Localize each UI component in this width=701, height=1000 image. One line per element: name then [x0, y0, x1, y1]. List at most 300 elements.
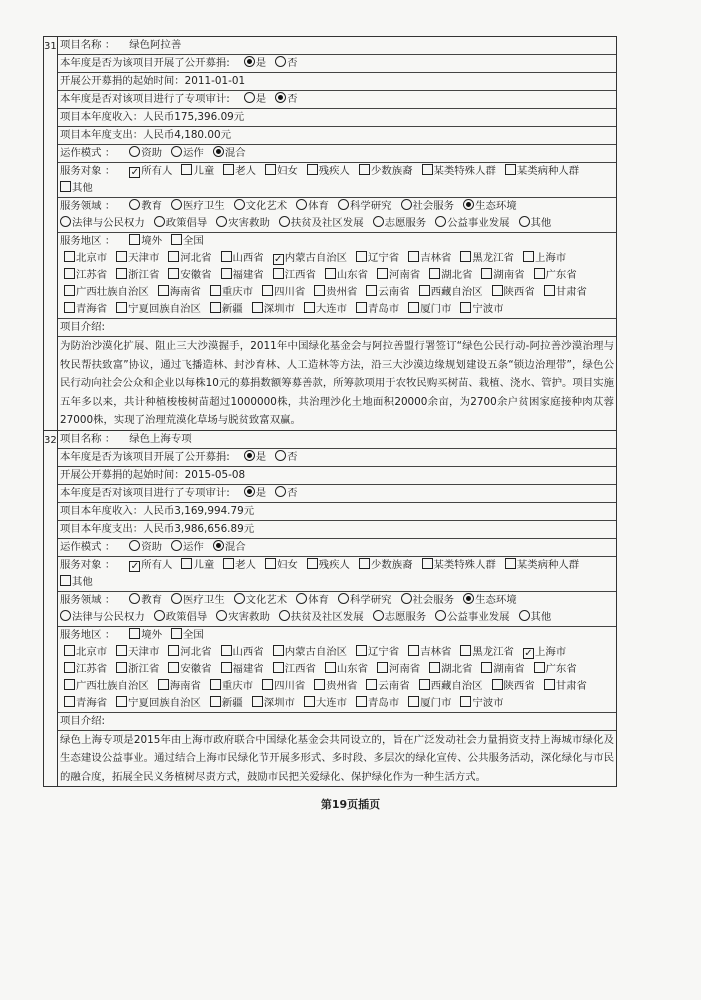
checkbox-option[interactable] — [252, 695, 295, 712]
radio-button[interactable] — [129, 199, 140, 210]
checkbox[interactable] — [307, 164, 318, 175]
checkbox-option[interactable] — [314, 678, 357, 695]
checkbox-option[interactable] — [116, 267, 159, 284]
checkbox[interactable] — [116, 302, 127, 313]
radio-option[interactable] — [275, 485, 297, 502]
radio-button[interactable] — [216, 216, 227, 227]
radio-option[interactable] — [129, 145, 162, 162]
checkbox[interactable] — [273, 645, 284, 656]
checkbox-option[interactable] — [359, 163, 413, 180]
checkbox-option[interactable] — [64, 678, 149, 695]
checkbox-option[interactable] — [429, 661, 472, 678]
checkbox-option[interactable] — [64, 661, 107, 678]
checkbox[interactable] — [359, 164, 370, 175]
checkbox[interactable] — [304, 302, 315, 313]
checkbox-option[interactable] — [356, 250, 399, 267]
option-label: 否 — [287, 486, 298, 499]
checkbox-option[interactable] — [168, 661, 211, 678]
checkbox[interactable] — [210, 302, 221, 313]
checkbox-option[interactable] — [116, 301, 201, 318]
checkbox-option[interactable] — [181, 163, 214, 180]
checkbox[interactable] — [60, 181, 71, 192]
checkbox-option[interactable] — [64, 644, 107, 661]
checkbox[interactable] — [262, 679, 273, 690]
checkbox-option[interactable] — [422, 557, 496, 574]
operation-mode-row — [58, 145, 616, 163]
checkbox-option[interactable] — [64, 284, 149, 301]
checkbox[interactable] — [366, 679, 377, 690]
checkbox[interactable] — [505, 164, 516, 175]
radio-option[interactable] — [373, 215, 427, 232]
radio-button[interactable] — [244, 56, 255, 67]
radio-button[interactable] — [234, 199, 245, 210]
operation-mode-label: 运作模式 ： — [60, 540, 116, 553]
checkbox-option[interactable] — [304, 695, 347, 712]
checkbox-option[interactable] — [377, 267, 420, 284]
checkbox[interactable] — [210, 679, 221, 690]
radio-option[interactable] — [216, 609, 270, 626]
radio-option[interactable] — [435, 609, 509, 626]
radio-option[interactable] — [60, 215, 145, 232]
radio-option[interactable] — [296, 198, 329, 215]
checkbox-option[interactable] — [158, 284, 201, 301]
radio-option[interactable] — [213, 145, 246, 162]
checkbox-option[interactable] — [116, 661, 159, 678]
checkbox-option[interactable] — [252, 301, 295, 318]
checkbox[interactable] — [116, 645, 127, 656]
checkbox[interactable] — [307, 558, 318, 569]
checkbox-option[interactable] — [262, 678, 305, 695]
checkbox[interactable] — [171, 234, 182, 245]
checkbox-option[interactable] — [429, 267, 472, 284]
checkbox-option[interactable] — [223, 163, 256, 180]
checkbox-option[interactable] — [307, 557, 350, 574]
checkbox-option[interactable] — [129, 557, 172, 574]
radio-button[interactable] — [234, 593, 245, 604]
radio-option[interactable] — [154, 215, 208, 232]
checkbox[interactable] — [325, 268, 336, 279]
checkbox-option[interactable] — [408, 695, 451, 712]
checkbox-option[interactable] — [262, 284, 305, 301]
checkbox[interactable] — [221, 662, 232, 673]
checkbox-option[interactable] — [129, 163, 172, 180]
checkbox[interactable] — [129, 234, 140, 245]
radio-option[interactable] — [519, 215, 552, 232]
radio-button[interactable] — [275, 92, 286, 103]
checkbox[interactable] — [377, 662, 388, 673]
radio-option[interactable] — [129, 198, 162, 215]
checkbox-option[interactable] — [534, 661, 577, 678]
checkbox-option[interactable] — [210, 678, 253, 695]
checkbox-option[interactable] — [221, 644, 264, 661]
intro-label: 项目介绍: — [58, 319, 616, 337]
checkbox[interactable] — [116, 268, 127, 279]
checkbox-option[interactable] — [60, 180, 93, 197]
checkbox-option[interactable] — [181, 557, 214, 574]
checkbox[interactable] — [210, 285, 221, 296]
checkbox[interactable] — [356, 302, 367, 313]
checkbox-option[interactable] — [210, 301, 243, 318]
checkbox-option[interactable] — [223, 557, 256, 574]
radio-option[interactable] — [279, 609, 364, 626]
radio-button[interactable] — [244, 486, 255, 497]
checkbox-option[interactable] — [221, 661, 264, 678]
option-label: 上海市 — [534, 252, 567, 264]
checkbox[interactable] — [116, 251, 127, 262]
radio-button[interactable] — [519, 610, 530, 621]
radio-button[interactable] — [244, 92, 255, 103]
option-label: 文化艺术 — [245, 200, 288, 212]
radio-option[interactable] — [234, 198, 288, 215]
radio-button[interactable] — [401, 199, 412, 210]
checkbox[interactable] — [408, 696, 419, 707]
option-label: 江西省 — [284, 269, 316, 281]
option-label: 重庆市 — [221, 286, 254, 298]
radio-button[interactable] — [275, 450, 286, 461]
radio-button[interactable] — [435, 216, 446, 227]
checkbox-option[interactable] — [422, 163, 496, 180]
checkbox[interactable] — [64, 251, 75, 262]
checkbox-option[interactable] — [168, 644, 211, 661]
radio-button[interactable] — [129, 593, 140, 604]
checkbox[interactable] — [265, 164, 276, 175]
radio-button[interactable] — [373, 610, 384, 621]
radio-button[interactable] — [244, 450, 255, 461]
radio-button[interactable] — [463, 199, 474, 210]
radio-button[interactable] — [296, 593, 307, 604]
checkbox[interactable] — [544, 285, 555, 296]
checkbox[interactable] — [64, 696, 75, 707]
checkbox[interactable] — [359, 558, 370, 569]
radio-option[interactable] — [435, 215, 509, 232]
checkbox-option[interactable] — [460, 695, 503, 712]
checkbox[interactable] — [262, 285, 273, 296]
radio-option[interactable] — [244, 449, 266, 466]
checkbox[interactable] — [419, 679, 430, 690]
radio-button[interactable] — [463, 593, 474, 604]
checkbox[interactable] — [422, 558, 433, 569]
checkbox-option[interactable] — [314, 284, 357, 301]
radio-option[interactable] — [154, 609, 208, 626]
checkbox[interactable]: ✓ — [130, 560, 139, 572]
start-date-row: 开展公开募捐的起始时间：2011-01-01 — [58, 73, 616, 91]
checkbox-option[interactable] — [210, 695, 243, 712]
checkbox-option[interactable] — [273, 267, 316, 284]
radio-button[interactable] — [213, 540, 224, 551]
checkbox[interactable] — [252, 696, 263, 707]
checkbox-option[interactable] — [325, 661, 368, 678]
checkbox[interactable] — [158, 285, 169, 296]
checkbox-option[interactable] — [265, 163, 298, 180]
radio-button[interactable] — [129, 146, 140, 157]
radio-button[interactable] — [171, 540, 182, 551]
checkbox-option[interactable] — [492, 284, 535, 301]
checkbox[interactable] — [460, 251, 471, 262]
radio-button[interactable] — [279, 216, 290, 227]
checkbox[interactable] — [265, 558, 276, 569]
checkbox-option[interactable] — [60, 574, 93, 591]
radio-button[interactable] — [296, 199, 307, 210]
checkbox-option[interactable] — [523, 250, 566, 267]
checkbox-option[interactable] — [534, 267, 577, 284]
option-label: 否 — [287, 57, 298, 69]
option-label: 湖北省 — [441, 269, 473, 281]
checkbox[interactable] — [460, 302, 471, 313]
checkbox-option[interactable] — [210, 284, 253, 301]
checkbox[interactable] — [481, 268, 492, 279]
checkbox[interactable] — [408, 251, 419, 262]
checkbox[interactable] — [181, 558, 192, 569]
checkbox[interactable] — [168, 662, 179, 673]
project-table — [43, 36, 617, 787]
checkbox[interactable] — [429, 662, 440, 673]
option-label: 海南省 — [169, 286, 201, 298]
checkbox[interactable] — [252, 302, 263, 313]
checkbox[interactable] — [534, 268, 545, 279]
checkbox[interactable] — [273, 662, 284, 673]
checkbox-option[interactable] — [419, 678, 483, 695]
radio-button[interactable] — [519, 216, 530, 227]
radio-option[interactable] — [129, 539, 162, 556]
radio-button[interactable] — [171, 146, 182, 157]
checkbox[interactable] — [64, 285, 75, 296]
checkbox[interactable] — [60, 575, 71, 586]
radio-option[interactable] — [234, 592, 288, 609]
checkbox-option[interactable] — [221, 267, 264, 284]
radio-button[interactable] — [275, 486, 286, 497]
radio-option[interactable] — [171, 145, 204, 162]
checkbox[interactable] — [314, 285, 325, 296]
checkbox-option[interactable] — [307, 163, 350, 180]
checkbox-option[interactable] — [505, 163, 579, 180]
checkbox[interactable] — [377, 268, 388, 279]
checkbox[interactable] — [314, 679, 325, 690]
checkbox[interactable] — [408, 645, 419, 656]
checkbox[interactable] — [171, 628, 182, 639]
checkbox[interactable] — [419, 285, 430, 296]
radio-option[interactable] — [401, 592, 455, 609]
radio-button[interactable] — [213, 146, 224, 157]
option-label: 文化艺术 — [245, 593, 288, 606]
radio-option[interactable] — [275, 91, 297, 108]
radio-button[interactable] — [401, 593, 412, 604]
radio-option[interactable] — [275, 449, 297, 466]
radio-button[interactable] — [338, 593, 349, 604]
radio-option[interactable] — [373, 609, 427, 626]
checkbox-option[interactable] — [377, 661, 420, 678]
checkbox-option[interactable] — [481, 661, 524, 678]
checkbox[interactable] — [356, 696, 367, 707]
radio-option[interactable] — [216, 215, 270, 232]
checkbox[interactable] — [168, 251, 179, 262]
radio-button[interactable] — [129, 540, 140, 551]
start-date-row: 开展公开募捐的起始时间：2015-05-08 — [58, 467, 616, 485]
checkbox-option[interactable] — [408, 250, 451, 267]
radio-option[interactable] — [296, 592, 329, 609]
radio-option[interactable] — [275, 55, 297, 72]
checkbox[interactable] — [168, 268, 179, 279]
checkbox[interactable]: ✓ — [524, 647, 533, 659]
checkbox-option[interactable] — [273, 250, 347, 267]
checkbox[interactable] — [221, 645, 232, 656]
checkbox[interactable] — [429, 268, 440, 279]
checkbox[interactable] — [64, 268, 75, 279]
radio-option[interactable] — [129, 592, 162, 609]
radio-option[interactable] — [244, 55, 266, 72]
checkbox[interactable] — [64, 662, 75, 673]
checkbox[interactable]: ✓ — [130, 167, 139, 178]
checkbox[interactable]: ✓ — [273, 254, 283, 265]
option-label: 大连市 — [315, 696, 348, 709]
radio-button[interactable] — [60, 216, 71, 227]
checkbox-option[interactable] — [116, 250, 159, 267]
checkbox-option[interactable] — [419, 284, 483, 301]
checkbox-option[interactable] — [64, 267, 107, 284]
checkbox[interactable] — [223, 164, 234, 175]
checkbox-option[interactable] — [366, 678, 409, 695]
radio-button[interactable] — [154, 610, 165, 621]
checkbox-option[interactable] — [356, 301, 399, 318]
radio-button[interactable] — [60, 610, 71, 621]
checkbox[interactable] — [492, 285, 503, 296]
checkbox[interactable] — [221, 251, 232, 262]
checkbox-option[interactable] — [492, 678, 535, 695]
checkbox[interactable] — [460, 645, 471, 656]
checkbox[interactable] — [168, 645, 179, 656]
checkbox[interactable] — [544, 679, 555, 690]
radio-button[interactable] — [171, 593, 182, 604]
checkbox[interactable] — [356, 251, 367, 262]
checkbox[interactable] — [210, 696, 221, 707]
radio-option[interactable] — [401, 198, 455, 215]
checkbox[interactable] — [158, 679, 169, 690]
checkbox-option[interactable] — [408, 644, 451, 661]
checkbox[interactable] — [325, 662, 336, 673]
checkbox[interactable] — [116, 696, 127, 707]
radio-button[interactable] — [216, 610, 227, 621]
checkbox[interactable] — [273, 268, 284, 279]
checkbox-option[interactable] — [171, 233, 204, 250]
checkbox-option[interactable] — [273, 661, 316, 678]
checkbox[interactable] — [366, 285, 377, 296]
checkbox-option[interactable] — [273, 644, 347, 661]
checkbox[interactable] — [116, 662, 127, 673]
checkbox-option[interactable] — [129, 627, 162, 644]
checkbox-option[interactable] — [221, 250, 264, 267]
option-label: 社会服务 — [412, 593, 455, 606]
checkbox-option[interactable] — [366, 284, 409, 301]
checkbox[interactable] — [181, 164, 192, 175]
radio-button[interactable] — [373, 216, 384, 227]
checkbox[interactable] — [64, 645, 75, 656]
checkbox-option[interactable] — [460, 301, 503, 318]
checkbox-option[interactable] — [116, 644, 159, 661]
radio-option[interactable] — [171, 539, 204, 556]
option-label: 资助 — [141, 147, 163, 159]
radio-button[interactable] — [171, 199, 182, 210]
option-label: 河南省 — [389, 662, 421, 675]
checkbox-option[interactable] — [356, 644, 399, 661]
checkbox-option[interactable] — [325, 267, 368, 284]
radio-button[interactable] — [338, 199, 349, 210]
radio-option[interactable] — [338, 592, 392, 609]
checkbox-option[interactable] — [304, 301, 347, 318]
radio-option[interactable] — [463, 592, 517, 609]
checkbox[interactable] — [422, 164, 433, 175]
checkbox[interactable] — [460, 696, 471, 707]
checkbox-option[interactable] — [158, 678, 201, 695]
checkbox-option[interactable] — [544, 284, 587, 301]
option-label: 厦门市 — [420, 303, 452, 315]
checkbox-option[interactable] — [116, 695, 201, 712]
intro-label: 项目介绍: — [58, 713, 616, 731]
radio-option[interactable] — [171, 198, 225, 215]
checkbox[interactable] — [523, 251, 534, 262]
checkbox-option[interactable] — [356, 695, 399, 712]
checkbox-option[interactable] — [460, 644, 514, 661]
checkbox[interactable] — [534, 662, 545, 673]
option-label: 福建省 — [232, 662, 264, 675]
checkbox[interactable] — [223, 558, 234, 569]
radio-option[interactable] — [519, 609, 552, 626]
radio-button[interactable] — [279, 610, 290, 621]
project-number: 31 — [44, 37, 58, 430]
checkbox[interactable] — [64, 302, 75, 313]
option-label: 妇女 — [277, 165, 298, 177]
option-label: 广西壮族自治区 — [76, 679, 149, 692]
checkbox-option[interactable] — [505, 557, 579, 574]
checkbox-option[interactable] — [64, 250, 107, 267]
radio-option[interactable] — [213, 539, 246, 556]
option-label: 青海省 — [76, 303, 108, 315]
checkbox[interactable] — [408, 302, 419, 313]
checkbox[interactable] — [129, 628, 140, 639]
radio-option[interactable] — [338, 198, 392, 215]
radio-option[interactable] — [60, 609, 145, 626]
checkbox-option[interactable] — [129, 233, 162, 250]
radio-option[interactable] — [244, 91, 266, 108]
checkbox-option[interactable] — [171, 627, 204, 644]
checkbox-option[interactable] — [64, 301, 107, 318]
checkbox-option[interactable] — [168, 267, 211, 284]
radio-button[interactable] — [154, 216, 165, 227]
checkbox-option[interactable] — [523, 644, 566, 661]
checkbox[interactable] — [304, 696, 315, 707]
checkbox[interactable] — [221, 268, 232, 279]
checkbox-option[interactable] — [64, 695, 107, 712]
checkbox[interactable] — [481, 662, 492, 673]
radio-button[interactable] — [435, 610, 446, 621]
checkbox-option[interactable] — [265, 557, 298, 574]
radio-option[interactable] — [279, 215, 364, 232]
option-label: 新疆 — [221, 696, 243, 709]
checkbox[interactable] — [492, 679, 503, 690]
radio-option[interactable] — [463, 198, 517, 215]
checkbox[interactable] — [356, 645, 367, 656]
checkbox-option[interactable] — [168, 250, 211, 267]
checkbox-option[interactable] — [544, 678, 587, 695]
option-label: 科学研究 — [349, 593, 392, 606]
radio-button[interactable] — [275, 56, 286, 67]
checkbox-option[interactable] — [481, 267, 524, 284]
checkbox-option[interactable] — [408, 301, 451, 318]
checkbox-option[interactable] — [460, 250, 514, 267]
radio-option[interactable] — [171, 592, 225, 609]
checkbox-option[interactable] — [359, 557, 413, 574]
radio-option[interactable] — [244, 485, 266, 502]
checkbox[interactable] — [64, 679, 75, 690]
checkbox[interactable] — [505, 558, 516, 569]
